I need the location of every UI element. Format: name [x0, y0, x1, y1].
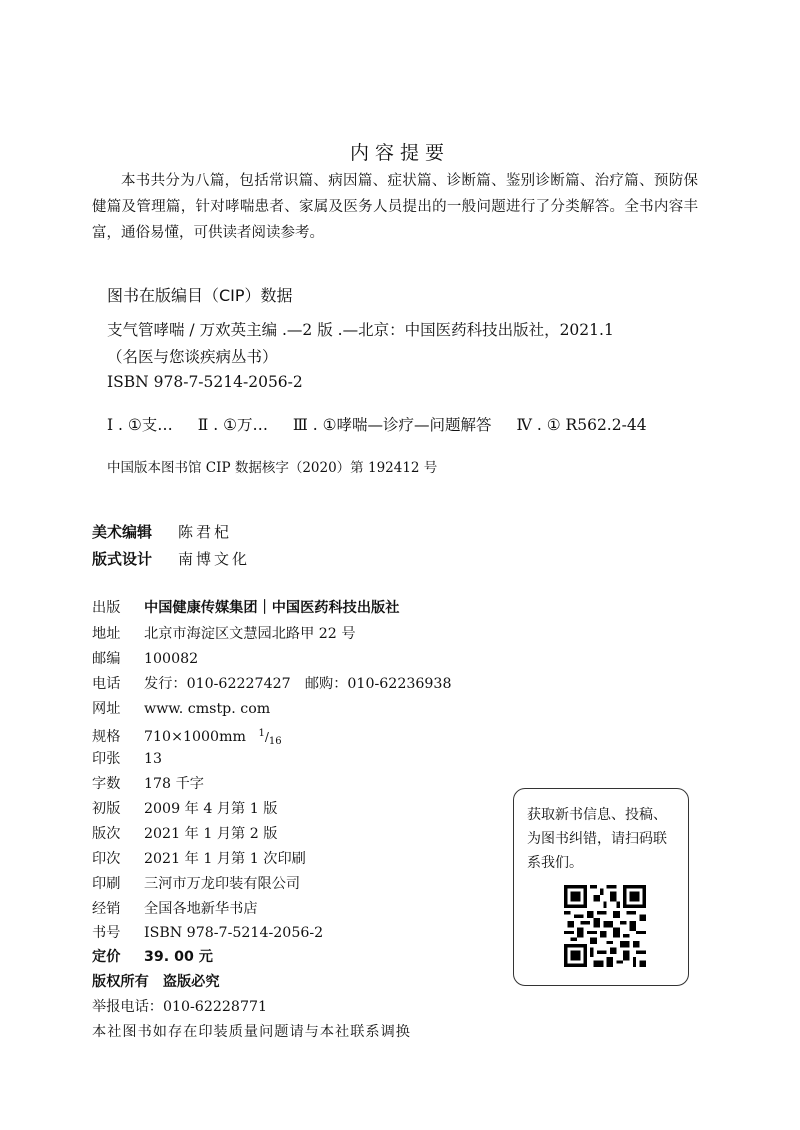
printing-row [92, 847, 306, 871]
report-phone: 举报电话：010-62228771 [92, 999, 268, 1015]
edition-value: 2021 年 1 月第 2 版 [144, 826, 278, 842]
cip-classification [107, 413, 667, 435]
website-value: www. cmstp. com [144, 701, 271, 717]
classification-item: Ⅱ . ①万… [197, 416, 268, 434]
price-value: 39. 00 元 [144, 949, 213, 965]
art-editor-label: 美术编辑 [92, 523, 153, 541]
postcode-value: 100082 [144, 651, 199, 667]
copyright-value: 盗版必究 [162, 974, 220, 990]
format-fraction-denominator: 16 [268, 736, 282, 747]
publisher-row [92, 596, 399, 620]
art-editor-value: 陈君杞 [178, 523, 233, 541]
distributor-row [92, 897, 258, 921]
cip-bibliographic-line: 支气管哮喘 / 万欢英主编 .—2 版 .—北京：中国医药科技出版社，2021.1 [107, 321, 614, 339]
classification-item: Ⅰ . ①支… [107, 416, 173, 434]
words-label: 字数 [92, 776, 121, 792]
distributor-label: 经销 [92, 901, 121, 917]
classification-item: Ⅲ . ①哮喘—诊疗—问题解答 [292, 416, 492, 434]
format-fraction-numerator: 1 [258, 728, 265, 739]
book-number-value: ISBN 978-7-5214-2056-2 [144, 925, 324, 941]
format-label: 规格 [92, 729, 121, 745]
edition-row [92, 822, 277, 846]
words-value: 178 千字 [144, 776, 204, 792]
layout-design-value: 南博文化 [178, 550, 251, 568]
summary-title: 内容提要 [349, 142, 450, 164]
qr-code-icon [564, 885, 646, 967]
address-row [92, 622, 356, 646]
phone-label: 电话 [92, 676, 121, 692]
printer-value: 三河市万龙印装有限公司 [144, 876, 301, 892]
address-label: 地址 [92, 626, 121, 642]
printer-row [92, 872, 300, 896]
cip-series-line: （名医与您谈疾病丛书） [107, 348, 278, 366]
phone-value: 发行：010-62227427 邮购：010-62236938 [144, 676, 452, 692]
price-row [92, 945, 213, 969]
distributor-value: 全国各地新华书店 [144, 901, 258, 917]
qr-contact-text: 获取新书信息、投稿、为图书纠错，请扫码联系我们。 [527, 807, 667, 871]
price-label: 定价 [92, 949, 121, 965]
copyright-label: 版权所有 [92, 974, 149, 990]
address-value: 北京市海淀区文慧园北路甲 22 号 [144, 626, 356, 642]
cip-heading: 图书在版编目（CIP）数据 [107, 286, 293, 305]
website-label: 网址 [92, 701, 121, 717]
first-edition-value: 2009 年 4 月第 1 版 [144, 801, 278, 817]
format-row: 规格 710×1000mm $^1/_{16}$ [92, 722, 282, 746]
first-edition-row [92, 797, 277, 821]
book-number-row [92, 921, 323, 945]
postcode-row [92, 647, 198, 671]
sheets-label: 印张 [92, 751, 121, 767]
copyright-row [92, 970, 220, 994]
words-row [92, 772, 204, 796]
printing-value: 2021 年 1 月第 1 次印刷 [144, 851, 306, 867]
postcode-label: 邮编 [92, 651, 121, 667]
quality-notice: 本社图书如存在印装质量问题请与本社联系调换 [92, 1024, 411, 1040]
qr-contact-box [513, 788, 689, 986]
edition-label: 版次 [92, 826, 121, 842]
sheets-row [92, 747, 162, 771]
website-row [92, 697, 270, 721]
book-number-label: 书号 [92, 925, 121, 941]
format-value: 710×1000mm [144, 729, 246, 745]
cip-isbn: ISBN 978-7-5214-2056-2 [107, 373, 303, 391]
printer-label: 印刷 [92, 876, 121, 892]
publisher-label: 出版 [92, 600, 121, 616]
classification-item: Ⅳ . ① R562.2-44 [516, 416, 647, 434]
publisher-value: 中国健康传媒集团｜中国医药科技出版社 [144, 600, 400, 616]
cip-check-number: 中国版本图书馆 CIP 数据核字（2020）第 192412 号 [107, 460, 438, 476]
summary-body: 本书共分为八篇，包括常识篇、病因篇、症状篇、诊断篇、鉴别诊断篇、治疗篇、预防保健篇及管理篇，针对哮喘患者、家属及医务人员提出的一般问题进行了分类解答。全书内容丰富，通俗易懂，可供读者阅读参考。 [92, 173, 698, 241]
phone-row [92, 672, 451, 696]
first-edition-label: 初版 [92, 801, 121, 817]
sheets-value: 13 [144, 751, 163, 767]
printing-label: 印次 [92, 851, 121, 867]
layout-design-label: 版式设计 [92, 550, 153, 568]
